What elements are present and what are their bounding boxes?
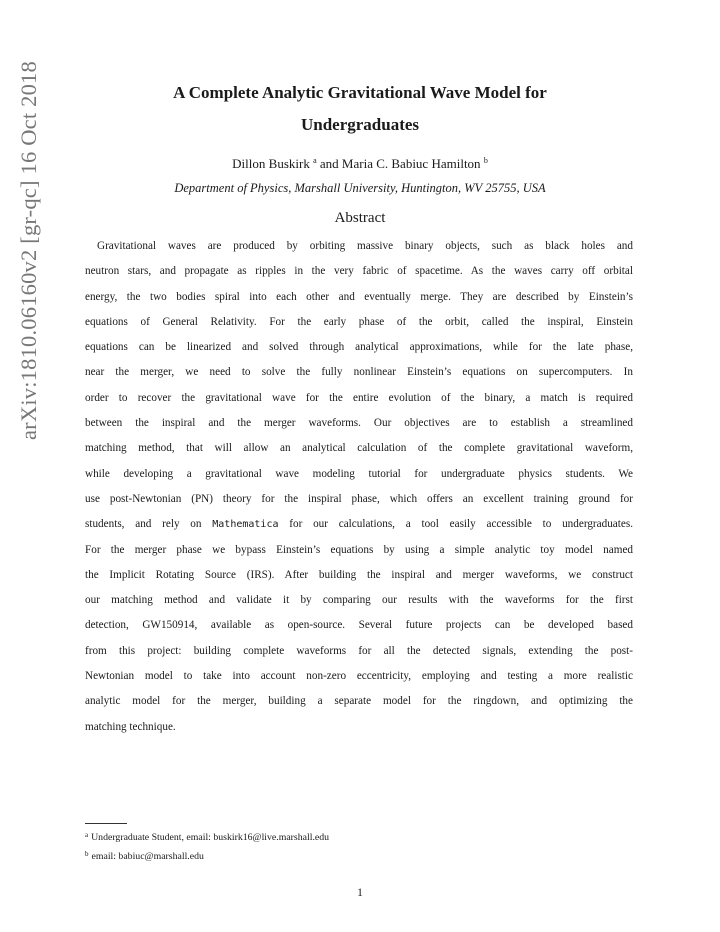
abstract-line: order to recover the gravitational wave for the entire evolution of the binary, a match is required [85,391,633,404]
abstract-line: Gravitational waves are produced by orbiting massive binary objects, such as black holes and [97,240,633,252]
author-list [80,152,640,173]
abstract-line: equations can be linearized and solved through analytical approximations, while for the late phase, [85,341,633,354]
arxiv-identifier: arXiv:1810.06160v2 [gr-qc] 16 Oct 2018 [16,61,41,440]
abstract-line: equations of General Relativity. For the early phase of the orbit, called the inspiral, Einstein [85,315,633,328]
abstract-line: energy, the two bodies spiral into each other and eventually merge. They are described by Einstein’s [85,290,633,303]
abstract-line: For the merger phase we bypass Einstein’s equations by using a simple analytic toy model named [85,543,633,556]
abstract-line: the Implicit Rotating Source (IRS). After building the inspiral and merger waveforms, we construct [85,568,633,581]
title-line: Undergraduates [300,115,420,134]
author-conjunction: and [319,156,339,171]
title-line: A Complete Analytic Gravitational Wave Model for [173,83,547,102]
affiliation-mark: a [313,156,317,165]
footnote-text: email: babiuc@marshall.edu [91,851,204,862]
abstract-line [85,512,633,537]
footnote-mark: b [85,850,89,858]
abstract-line: between the inspiral and the merger waveforms. Our objectives are to establish a streamlined [85,417,633,430]
affiliation-mark: b [483,156,488,165]
footnotes [85,827,329,865]
author-name: Dillon Buskirk [232,156,310,171]
page-number: 1 [357,887,363,899]
footnote-text: Undergraduate Student, email: buskirk16@live.marshall.edu [91,832,330,843]
abstract-line: matching method, that will allow an analytical calculation of the complete gravitational waveform, [85,442,633,455]
abstract-line: use post-Newtonian (PN) theory for the inspiral phase, which offers an excellent training ground for [85,492,633,505]
abstract-line: while developing a gravitational wave modeling tutorial for undergraduate physics students. We [85,467,633,480]
paper-title [80,77,640,141]
abstract-line: near the merger, we need to solve the fully nonlinear Einstein’s equations on supercomputers. In [85,366,633,379]
abstract-text: students, and rely on [85,518,202,531]
author-name: Maria C. Babiuc Hamilton [341,156,481,171]
abstract-line: neutron stars, and propagate as ripples in the very fabric of spacetime. As the waves carry off orbital [85,265,633,278]
abstract-line: analytic model for the merger, building a separate model for the ringdown, and optimizing the [85,695,633,708]
footnote [85,827,329,846]
footnote [85,846,329,865]
abstract-line: Newtonian model to take into account non-zero eccentricity, employing and testing a more realistic [85,670,633,683]
software-name: Mathematica [212,519,279,531]
abstract-heading: Abstract [334,210,386,226]
footnote-divider [85,823,127,824]
footnote-mark: a [85,831,89,839]
affiliation: Department of Physics, Marshall University, Huntington, WV 25755, USA [174,181,546,195]
abstract-line: detection, GW150914, available as open-source. Several future projects can be developed based [85,619,633,632]
abstract-text: for our calculations, a tool easily accessible to undergraduates. [289,518,634,531]
abstract-line: our matching method and validate it by comparing our results with the waveforms for the first [85,594,633,607]
abstract-body [85,234,633,740]
abstract-line: matching technique. [85,720,176,733]
abstract-line: from this project: building complete waveforms for all the detected signals, extending the post- [85,644,633,657]
